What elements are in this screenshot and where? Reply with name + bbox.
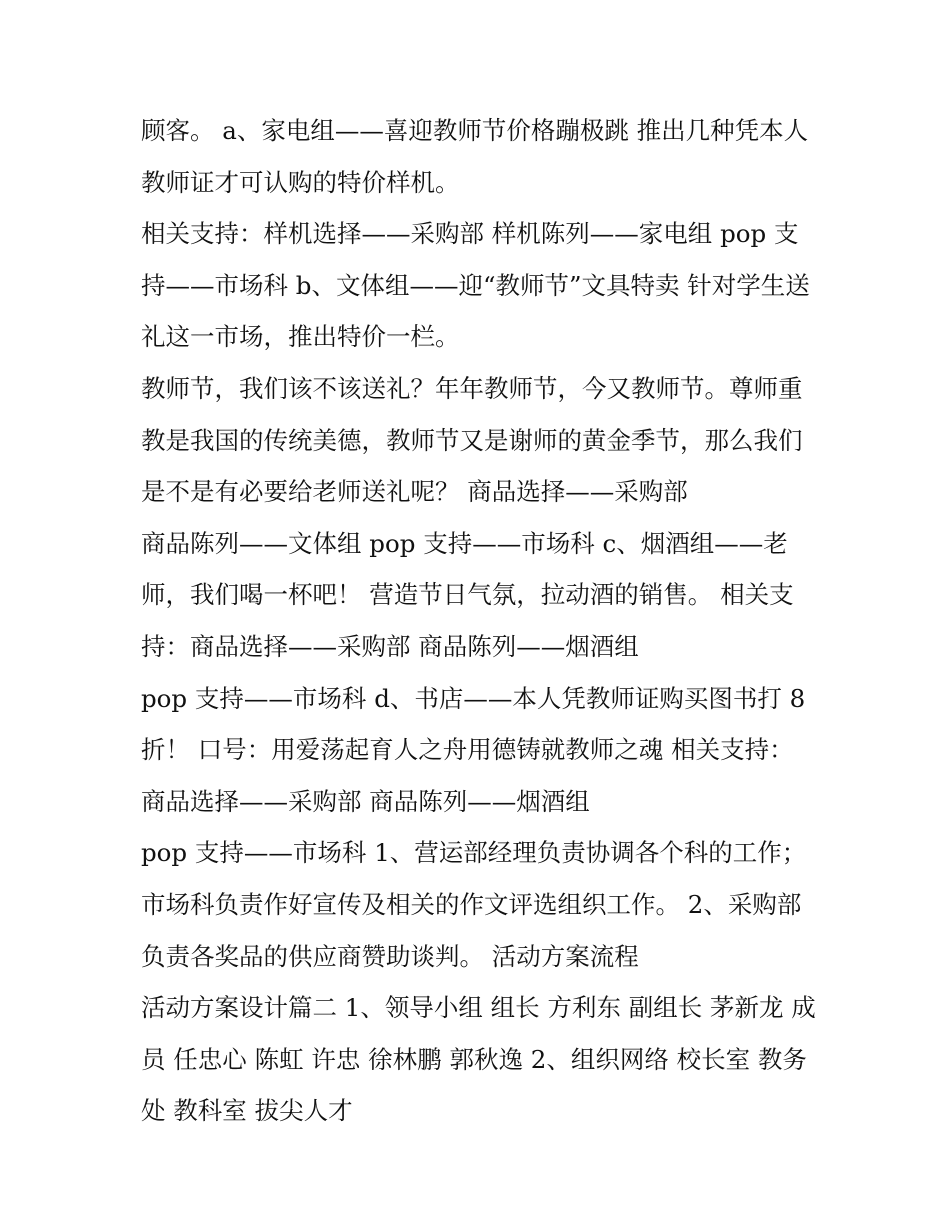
text-line-14: 商品选择——采购部 商品陈列——烟酒组 [141, 786, 590, 816]
text-line-20: 处 教科室 拔尖人才 [141, 1096, 353, 1126]
text-line-2: 教师证才可认购的特价样机。 [141, 167, 460, 197]
text-line-13: 折！ 口号：用爱荡起育人之舟用德铸就教师之魂 相关支持： [141, 735, 794, 765]
text-line-5: 礼这一市场，推出特价一栏。 [141, 322, 460, 352]
text-line-6: 教师节，我们该不该送礼？年年教师节，今又教师节。尊师重 [141, 373, 803, 403]
text-line-1: 顾客。 a、家电组——喜迎教师节价格蹦极跳 推出几种凭本人 [141, 116, 809, 145]
document-body [141, 105, 821, 1137]
text-line-3: 相关支持：样机选择——采购部 样机陈列——家电组 pop 支 [141, 219, 799, 249]
text-line-16: 市场科负责作好宣传及相关的作文评选组织工作。 2、采购部 [141, 889, 802, 919]
text-line-10: 师，我们喝一杯吧！ 营造节日气氛，拉动酒的销售。 相关支 [141, 580, 794, 610]
text-line-17: 负责各奖品的供应商赞助谈判。 活动方案流程 [141, 941, 639, 971]
text-line-8: 是不是有必要给老师送礼呢？ 商品选择——采购部 [141, 477, 688, 507]
text-line-12: pop 支持——市场科 d、书店——本人凭教师证购买图书打 8 [141, 683, 806, 713]
text-line-19: 员 任忠心 陈虹 许忠 徐林鹏 郭秋逸 2、组织网络 校长室 教务 [141, 1044, 807, 1074]
text-line-18: 活动方案设计篇二 1、领导小组 组长 方利东 副组长 茅新龙 成 [141, 993, 816, 1023]
text-line-11: 持：商品选择——采购部 商品陈列——烟酒组 [141, 631, 639, 661]
text-line-15: pop 支持——市场科 1、营运部经理负责协调各个科的工作； [141, 838, 807, 868]
text-line-7: 教是我国的传统美德，教师节又是谢师的黄金季节，那么我们 [141, 425, 803, 455]
text-line-9: 商品陈列——文体组 pop 支持——市场科 c、烟酒组——老 [141, 528, 788, 558]
text-line-4: 持——市场科 b、文体组——迎“教师节”文具特卖 针对学生送 [141, 270, 810, 300]
